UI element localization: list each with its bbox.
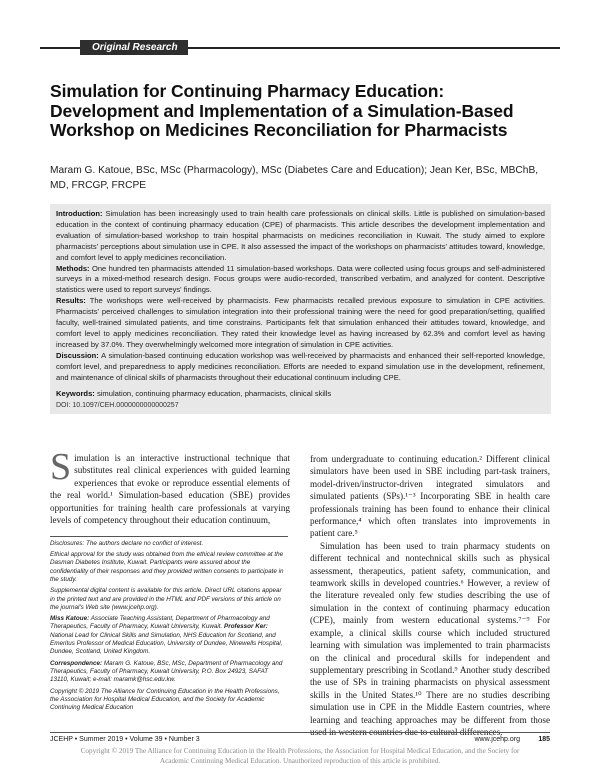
footnote-copyright: Copyright © 2019 The Alliance for Continuing Education in the Health Professions, the Association for Hospital Medical Education, and the Society for Academic Continuing Medical Education [50, 687, 280, 712]
ethics-statement: Ethical approval for the study was obtained from the ethical review committee at the Dasman Diabetes Institute, Kuwait. Participants were assured about the confidentiality of their responses and they provided written consents to participate in the study. [50, 551, 284, 583]
katoue-affiliation: Associate Teaching Assistant, Department of Pharmacology and Therapeutics, Faculty of Pharmacy, Kuwait University, Kuwait. [50, 615, 270, 631]
supplemental-note: Supplemental digital content is available for this article. Direct URL citations appear in the printed text and are provided in the HTML and PDF versions of this article on the journal's Web site (www.jcehp.org). [50, 587, 282, 611]
disclosures: Disclosures: The authors declare no conflict of interest. [50, 539, 204, 547]
footnotes [50, 536, 288, 715]
methods-text: One hundred ten pharmacists attended 11 simulation-based workshops. Data were collected using focus groups and self-administered surveys in a mixed-method research design. Focus groups were audio-recorded, transcribed verbatim, and analyzed for content. Descriptive statistics were used to report surveys' findings. [56, 263, 545, 295]
journal-website-link[interactable]: www.jcehp.org [474, 736, 520, 743]
correspondence-label: Correspondence: [50, 659, 103, 667]
ker-name: Professor Ker: [224, 623, 268, 631]
abstract-methods [56, 264, 545, 297]
keywords [56, 389, 545, 400]
keywords-label: Keywords: [56, 388, 95, 398]
intro-paragraph: imulation is an interactive instructional technique that substitutes real clinical experiences with guided learning experiences that evoke or reproduce essential elements of the real world.¹ Simulation-based education (SBE) provides opportunities for training health care professionals at varying levels of competency throughout their education continuum, [50, 453, 290, 526]
author-list: Maram G. Katoue, BSc, MSc (Pharmacology), MSc (Diabetes Care and Education); Jean Ker, BSc, MBChB, MD, FRCGP, FRCPE [50, 165, 539, 191]
footer-rule [50, 732, 550, 733]
correspondence [50, 660, 288, 685]
body-column-right [310, 453, 550, 738]
body-column-left [50, 446, 290, 526]
body-paragraph-2: Simulation has been used to train pharmacy students on different technical and nontechnical skills such as physical assessment, therapeutics, patient safety, communication, and teamwork skills in developed countries.⁶ However, a review of the literature revealed only few studies describing the use of simulation in the context of continuing pharmacy education (CPE), mainly from western educational systems.⁷⁻⁹ For example, a clinical skills course which included structured learning with simulation was implemented to train pharmacists on the clinical and procedural skills for independent and supplementary prescribing in Scotland.⁹ Another study described the use of SPs in training pharmacists on physical assessment skills in the United States.¹⁰ There are no studies describing simulation use in CPE in the Middle Eastern countries, where learning and teaching approaches may be different from those used in western countries due to cultural differences. [310, 540, 550, 737]
copyright-notice: Copyright © 2019 The Alliance for Continuing Education in the Health Professions, the Association for Hospital Medical Education, and the Society for Academic Continuing Medical Education. Unauthorized reproduction of this article is prohibited. [80, 747, 520, 765]
discussion-label: Discussion: [56, 350, 99, 360]
abstract-box [50, 204, 551, 414]
abstract-discussion [56, 351, 545, 384]
abstract-introduction [56, 209, 545, 264]
article-title: Simulation for Continuing Pharmacy Education: Development and Implementation of a Simulation-Based Workshop on Medicines Reconciliation for Pharmacists [50, 81, 514, 140]
correspondence-text: Maram G. Katoue, BSc, MSc, Department of Pharmacology and Therapeutics, Faculty of Pharmacy, Kuwait University, P.O. Box 24923, SAFAT 13110, Kuwait; e-mail: maramk@hsc.edu.kw. [50, 659, 283, 684]
results-label: Results: [56, 296, 86, 306]
author-affiliations [50, 615, 288, 656]
body-paragraph-1: from undergraduate to continuing education.² Different clinical simulators have been used in SBE including part-task trainers, model-driven/instructor-driven integrated simulators and simulated patients (SPs).¹⁻³ Incorporating SBE in health care professionals training has been found to enhance their clinical performance,⁴ which often translates into improvements in patient care.⁵ [310, 454, 550, 539]
introduction-label: Introduction: [56, 209, 103, 218]
methods-label: Methods: [56, 263, 90, 273]
katoue-name: Miss Katoue: [50, 615, 90, 623]
section-label: Original Research [80, 40, 188, 55]
ker-affiliation: National Lead for Clinical Skills and Simulation, NHS Education for Scotland, and Emeritus Professor of Medical Education, University of Dundee, Ninewells Hospital, Dundee, Scotland, United Kingdom. [50, 631, 283, 656]
discussion-text: A simulation-based continuing education workshop was well-received by pharmacists and enhanced their self-reported knowledge, comfort level, and preparedness to apply medicines reconciliation. Efforts are needed to expand simulation use in the development, refinement, and maintenance of clinical skills of pharmacists throughout their educational continuum including CPE. [56, 350, 546, 382]
journal-citation: JCEHP • Summer 2019 • Volume 39 • Number 3 [50, 736, 200, 743]
keywords-text: simulation, continuing pharmacy education, pharmacists, clinical skills [96, 388, 332, 398]
abstract-results [56, 296, 545, 351]
page-number: 185 [538, 736, 550, 743]
footnote-rule [50, 536, 288, 537]
results-text: The workshops were well-received by pharmacists. Few pharmacists recalled previous exposure to simulation in CPE activities. Pharmacists' perceived challenges to simulation integration into their professional training were the need for good preparation/setting, qualified faculty, well-trained simulated patients, and time constrains. Participants felt that simulation enhanced their attitudes toward, knowledge, and comfort level to apply medicines reconciliation. They rated their knowledge level as having increased by 62.3% and comfort level as having increased by 37.0%. They overwhelmingly welcomed more integration of simulation in CPE activities. [56, 296, 546, 349]
drop-cap: S [50, 446, 72, 488]
introduction-text: Simulation has been increasingly used to train health care professionals on clinical skills. Little is published on simulation-based education in the context of continuing pharmacy education (CPE) of pharmacists. This article describes the development implementation and evaluation of simulation-based workshop to train hospital pharmacists on medicines reconciliation in Kuwait. The study aimed to explore pharmacists' perceptions about simulation use in CPE. It also assessed the impact of the workshops on pharmacists' attitudes toward, knowledge, and comfort level to apply medicines reconciliation. [56, 209, 545, 262]
page-footer [50, 732, 550, 744]
doi[interactable]: DOI: 10.1097/CEH.0000000000000257 [56, 402, 179, 410]
section-header [40, 40, 560, 55]
